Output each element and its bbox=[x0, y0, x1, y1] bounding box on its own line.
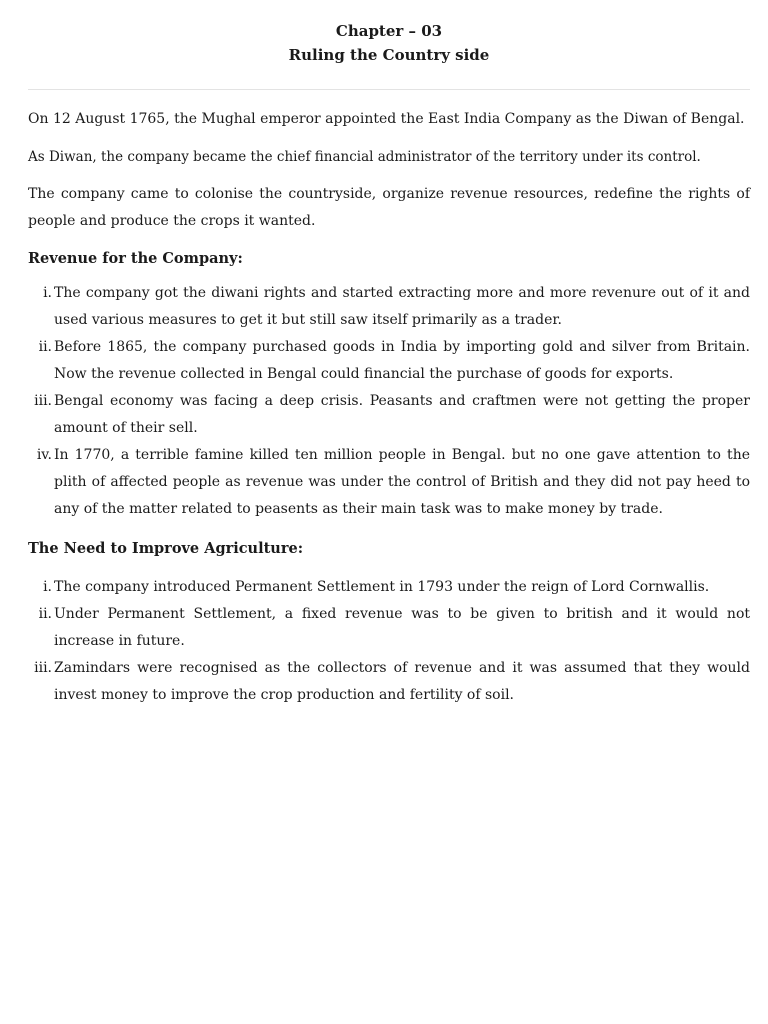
list-item-number: iii. bbox=[34, 660, 52, 676]
list-item bbox=[28, 601, 750, 655]
list-item bbox=[28, 655, 750, 709]
list-item-text: The company got the diwani rights and started extracting more and more revenure out of it and used various measures to get it but still saw itself primarily as a trader. bbox=[54, 285, 750, 328]
list-item-text: In 1770, a terrible famine killed ten million people in Bengal. but no one gave attention to the plith of affected people as revenue was under the control of British and they did not pay heed to any of the matter related to peasents as their main task was to make money by trade. bbox=[54, 447, 750, 517]
list-item bbox=[28, 442, 750, 523]
chapter-number: Chapter – 03 bbox=[335, 22, 443, 40]
list-item-number: ii. bbox=[38, 606, 52, 622]
list-item-number: iv. bbox=[36, 447, 52, 463]
header-divider bbox=[28, 89, 750, 90]
list-item-number: iii. bbox=[34, 393, 52, 409]
list-item-text: Before 1865, the company purchased goods in India by importing gold and silver from Britain. Now the revenue collected in Bengal could financial the purchase of goods for exports. bbox=[54, 339, 750, 382]
intro-paragraph-1: On 12 August 1765, the Mughal emperor appointed the East India Company as the Diwan of Bengal. bbox=[28, 111, 745, 127]
agriculture-list bbox=[28, 574, 750, 709]
list-item-number: i. bbox=[43, 579, 52, 595]
chapter-title: Ruling the Country side bbox=[288, 46, 490, 64]
document-header bbox=[28, 0, 750, 68]
list-item-number: i. bbox=[43, 285, 52, 301]
list-item-text: Under Permanent Settlement, a fixed revenue was to be given to british and it would not increase in future. bbox=[54, 606, 750, 649]
intro-paragraph-2: As Diwan, the company became the chief financial administrator of the territory under its control. bbox=[28, 149, 701, 165]
section-heading-revenue: Revenue for the Company: bbox=[28, 250, 243, 267]
list-item-number: ii. bbox=[38, 339, 52, 355]
section-heading-agriculture: The Need to Improve Agriculture: bbox=[28, 540, 304, 557]
list-item-text: The company introduced Permanent Settlement in 1793 under the reign of Lord Cornwallis. bbox=[54, 579, 710, 595]
list-item bbox=[28, 574, 750, 601]
list-item bbox=[28, 388, 750, 442]
revenue-list bbox=[28, 280, 750, 523]
list-item-text: Bengal economy was facing a deep crisis. Peasants and craftmen were not getting the proper amount of their sell. bbox=[54, 393, 750, 436]
list-item bbox=[28, 334, 750, 388]
intro-paragraph-3: The company came to colonise the countryside, organize revenue resources, redefine the rights of people and produce the crops it wanted. bbox=[28, 186, 750, 229]
list-item-text: Zamindars were recognised as the collectors of revenue and it was assumed that they would invest money to improve the crop production and fertility of soil. bbox=[54, 660, 750, 703]
list-item bbox=[28, 280, 750, 334]
